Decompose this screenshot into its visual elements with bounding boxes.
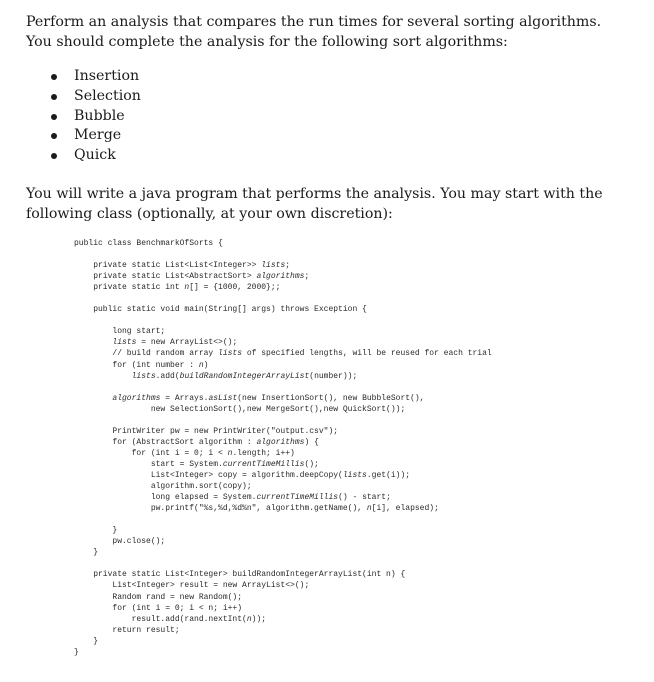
code-line: lists.add(buildRandomIntegerArrayList(number)); (131, 371, 358, 381)
code-line: List<Integer> result = new ArrayList<>(); (74, 581, 310, 591)
code-line: private static int n[] = {1000, 2000};; (74, 283, 281, 293)
list-item: Quick (50, 146, 141, 166)
list-item: Bubble (50, 107, 141, 127)
code-line: Random rand = new Random(); (74, 592, 243, 602)
bullet-icon (51, 153, 57, 159)
code-line: private static List<AbstractSort> algorithms; (74, 272, 310, 282)
code-line: pw.close(); (74, 537, 166, 547)
code-line: for (int number : n) (74, 360, 209, 370)
code-line: lists = new ArrayList<>(); (112, 338, 238, 348)
code-line: result.add(rand.nextInt(n)); (74, 614, 267, 624)
code-line: algorithms = Arrays.asList(new InsertionSort(), new BubbleSort(), (112, 393, 425, 403)
code-line: start = System.currentTimeMillis(); (74, 459, 319, 469)
code-line: return result; (74, 625, 180, 635)
code-line: } (74, 647, 79, 657)
code-line: new SelectionSort(),new MergeSort(),new QuickSort()); (74, 404, 406, 414)
code-line: for (int i = 0; i < n; i++) (74, 603, 243, 613)
code-line: } (74, 636, 99, 646)
code-line: for (int i = 0; i < n.length; i++) (74, 448, 295, 458)
code-line: long start; (74, 327, 166, 337)
bullet-icon (51, 94, 57, 100)
code-line: } (74, 526, 118, 536)
bullet-icon (51, 114, 57, 120)
list-item: Insertion (50, 67, 141, 87)
code-block (74, 238, 492, 658)
code-line: public static void main(String[] args) throws Exception { (74, 305, 367, 315)
code-line: public class BenchmarkOfSorts { (74, 239, 223, 248)
code-line: algorithm.sort(copy); (74, 482, 252, 492)
code-line: private static List<List<Integer>> lists; (74, 261, 291, 271)
code-line: List<Integer> copy = algorithm.deepCopy(lists.get(i)); (74, 470, 411, 480)
code-line: for (AbstractSort algorithm : algorithms) { (74, 437, 319, 447)
bullet-icon (51, 74, 57, 80)
code-line: private static List<Integer> buildRandomIntegerArrayList(int n) { (74, 570, 406, 580)
list-item: Selection (50, 87, 141, 107)
code-line: } (74, 548, 99, 558)
intro-paragraph: Perform an analysis that compares the run times for several sorting algorithms. You should complete the analysis for the following sort algorithms: (26, 14, 602, 50)
task-paragraph: You will write a java program that performs the analysis. You may start with the following class (optionally, at your own discretion): (26, 186, 603, 222)
code-line: PrintWriter pw = new PrintWriter("output.csv"); (74, 426, 339, 436)
bullet-icon (51, 133, 57, 139)
code-line: pw.printf("%s,%d,%d%n", algorithm.getName(), n[i], elapsed); (74, 504, 439, 514)
algorithm-list (50, 67, 141, 166)
code-line: long elapsed = System.currentTimeMillis() - start; (74, 493, 391, 503)
list-item: Merge (50, 126, 141, 146)
code-line: // build random array lists of specified lengths, will be reused for each trial (74, 349, 492, 359)
